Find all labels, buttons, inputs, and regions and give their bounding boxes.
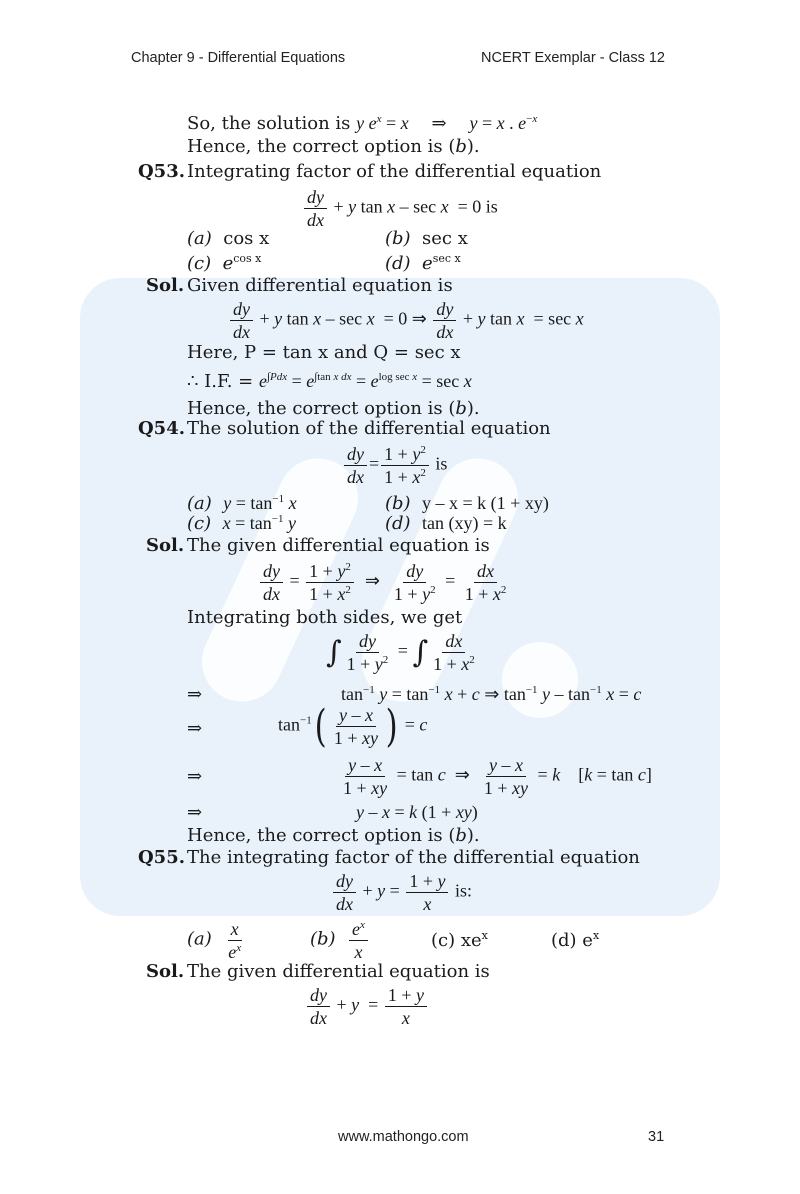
sol54-integral: ∫ $\frac{dy}{1 + y^2}$ = ∫ $\frac{dx}{1 + x^2}$	[326, 631, 475, 674]
book-title: NCERT Exemplar - Class 12	[481, 50, 665, 66]
q55-number: Q55.	[138, 847, 185, 868]
sol53-intro: Given differential equation is	[187, 275, 453, 296]
q55-option-c[interactable]: (c) $xe^x$	[431, 929, 488, 951]
sol53-if: ∴ I.F. = $e^{\int Pdx} = e^{\int tan x dx} = e^{log sec x} = \sec x$	[187, 371, 472, 392]
hence-line-3: Hence, the correct option is (b).	[187, 825, 480, 846]
sol54-step-2: $\tan^{-1}$( $\frac{y - x}{1 + xy}$ ) = c	[278, 700, 428, 752]
q55-text: The integrating factor of the differential equation	[187, 847, 640, 868]
sol55-equation: $\frac{dy}{dx}$ + y = $\frac{1 + y}{x}$	[305, 984, 429, 1029]
q53-option-a[interactable]: (a) cos x	[187, 228, 270, 249]
q54-text: The solution of the differential equation	[187, 418, 551, 439]
sol54-step-4: y – x = k (1 + xy)	[356, 802, 478, 822]
q54-option-c[interactable]: (c) $x = \tan^{-1} y$	[187, 513, 296, 534]
q55-equation: $\frac{dy}{dx}$ + y = $\frac{1 + y}{x}$ is:	[331, 870, 472, 915]
q54-number: Q54.	[138, 418, 185, 439]
hence-line-1: Hence, the correct option is (b).	[187, 136, 480, 157]
q53-option-d[interactable]: (d) $e^{sec x}$	[385, 252, 461, 274]
sol54-step-3: $\frac{y - x}{1 + xy}$ = tan c ⇒ $\frac{y - x}{1 + xy}$ = k [k = tan c]	[343, 755, 652, 798]
sol54-label: Sol.	[146, 535, 185, 556]
sol55-label: Sol.	[146, 961, 185, 982]
sol54-step-1: $\tan^{-1} y = \tan^{-1} x + c$ ⇒ $\tan^{-1} y - \tan^{-1} x = c$	[341, 684, 642, 704]
chapter-title: Chapter 9 - Differential Equations	[131, 50, 346, 66]
sol53-equation: $\frac{dy}{dx}$ + y tan x – sec x = 0 ⇒ $\frac{dy}{dx}$ + y tan x = sec x	[228, 298, 584, 343]
sol55-intro: The given differential equation is	[187, 961, 490, 982]
sol54-implies-4: ⇒	[187, 802, 203, 823]
q53-text: Integrating factor of the differential equation	[187, 161, 602, 182]
q54-option-b[interactable]: (b) y – x = k (1 + xy)	[385, 493, 549, 514]
footer-website[interactable]: www.mathongo.com	[338, 1129, 469, 1145]
sol53-here: Here, P = tan x and Q = sec x	[187, 342, 461, 363]
sol53-label: Sol.	[146, 275, 185, 296]
q55-option-b[interactable]: (b) $\frac{e^x}{x}$	[310, 918, 370, 963]
q53-number: Q53.	[138, 161, 185, 182]
page-number: 31	[648, 1129, 665, 1145]
hence-line-2: Hence, the correct option is (b).	[187, 398, 480, 419]
q54-option-d[interactable]: (d) tan (xy) = k	[385, 513, 507, 534]
q55-option-a[interactable]: (a) $\frac{x}{e^x}$	[187, 919, 242, 962]
solution-line: So, the solution is y $e^x = x$ ⇒ y = x . $e^{-x}$	[187, 113, 538, 134]
sol54-implies-3: ⇒	[187, 766, 203, 787]
q54-equation: $\frac{dy}{dx}$ = $\frac{1 + y^2}{1 + x^2}$ is	[342, 443, 447, 488]
sol54-implies-2: ⇒	[187, 718, 203, 739]
sol54-equation-1: $\frac{dy}{dx}$ = $\frac{1 + y^2}{1 + x^2}$ ⇒ $\frac{dy}{1 + y^2}$ = $\frac{dx}{1 + x^2}$	[258, 560, 511, 605]
q53-option-b[interactable]: (b) sec x	[385, 228, 468, 249]
sol54-intro: The given differential equation is	[187, 535, 490, 556]
q53-equation: $\frac{dy}{dx}$ + y tan x – sec x = 0 is	[302, 186, 498, 231]
q55-option-d[interactable]: (d) $e^x$	[551, 929, 600, 951]
sol54-integrating: Integrating both sides, we get	[187, 607, 463, 628]
q54-option-a[interactable]: (a) $y = \tan^{-1} x$	[187, 493, 297, 514]
sol54-implies-1: ⇒	[187, 684, 203, 705]
q53-option-c[interactable]: (c) $e^{cos x}$	[187, 252, 262, 274]
